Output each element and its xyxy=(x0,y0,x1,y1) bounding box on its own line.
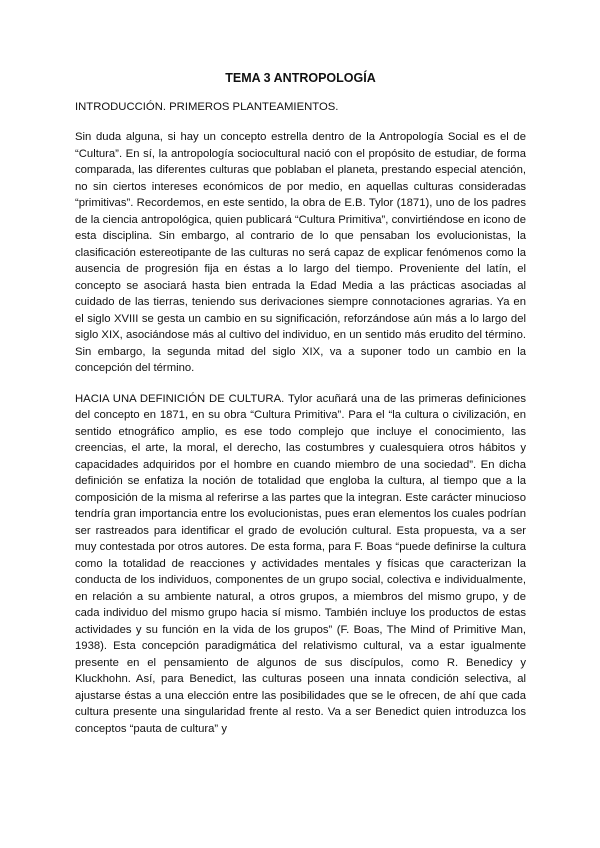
document-title: TEMA 3 ANTROPOLOGÍA xyxy=(225,71,376,85)
paragraph-introduction: Sin duda alguna, si hay un concepto estrella dentro de la Antropología Social es el de “Cultura”. En sí, la antropología sociocultural nació con el propósito de estudiar, de forma comparada, las diferentes culturas que poblaban el planeta, prestando especial atención, no sin ciertos intereses económicos de por medio, en aquellas culturas consideradas “primitivas”. Recordemos, en este sentido, la obra de E.B. Tylor (1871), uno de los padres de la ciencia antropológica, quien publicará “Cultura Primitiva”, convirtiéndose en icono de esta disciplina. Sin embargo, al contrario de lo que pensaban los evolucionistas, la clasificación estereotipante de las culturas no será capaz de explicar fenómenos como la ausencia de progresión fija en éstas a lo largo del tiempo. Proveniente del latín, el concepto se asociará hasta bien entrada la Edad Media a las prácticas asociadas al cuidado de las tierras, teniendo sus derivaciones siempre connotaciones agrarias. Ya en el siglo XVIII se gesta un cambio en su significación, reforzándose aún más a lo largo del siglo XIX, asociándose más al cultivo del individuo, en un sentido más erudito del término. Sin embargo, la segunda mitad del siglo XIX, va a suponer todo un cambio en la concepción del término. xyxy=(75,131,526,374)
section-heading: INTRODUCCIÓN. PRIMEROS PLANTEAMIENTOS. xyxy=(75,101,339,113)
document-page xyxy=(75,70,526,751)
paragraph-definition: HACIA UNA DEFINICIÓN DE CULTURA. Tylor acuñará una de las primeras definiciones del concepto en 1871, en su obra “Cultura Primitiva”. Para el “la cultura o civilización, en sentido etnográfico amplio, es ese todo complejo que incluye el conocimiento, las creencias, el arte, la moral, el derecho, las costumbres y cualesquiera otros hábitos y capacidades adquiridos por el hombre en cuando miembro de una sociedad”. En dicha definición se enfatiza la noción de totalidad que engloba la cultura, al tiempo que a la composición de la misma al referirse a las partes que la integran. Este carácter minucioso tendría gran importancia entre los evolucionistas, pues eran elementos los cuales podrían ser rastreados para identificar el grado de evolución cultural. Esta propuesta, va a ser muy contestada por otros autores. De esta forma, para F. Boas “puede definirse la cultura como la totalidad de reacciones y actividades mentales y físicas que caracterizan la conducta de los individuos, componentes de un grupo social, colectiva e individualmente, en relación a su ambiente natural, a otros grupos, a miembros del mismo grupo, y de cada individuo del mismo grupo hacia sí mismo. También incluye los productos de estas actividades y su función en la vida de los grupos” (F. Boas, The Mind of Primitive Man, 1938). Esta concepción paradigmática del relativismo cultural, va a estar igualmente presente en el pensamiento de algunos de sus discípulos, como R. Benedicy y Kluckhohn. Así, para Benedict, las culturas poseen una innata condición selectiva, al ajustarse éstas a una elección entre las posibilidades que se le ofrecen, de ahí que cada cultura presente una singularidad frente al resto. Va a ser Benedict quien introduzca los conceptos “pauta de cultura” y xyxy=(75,392,526,735)
